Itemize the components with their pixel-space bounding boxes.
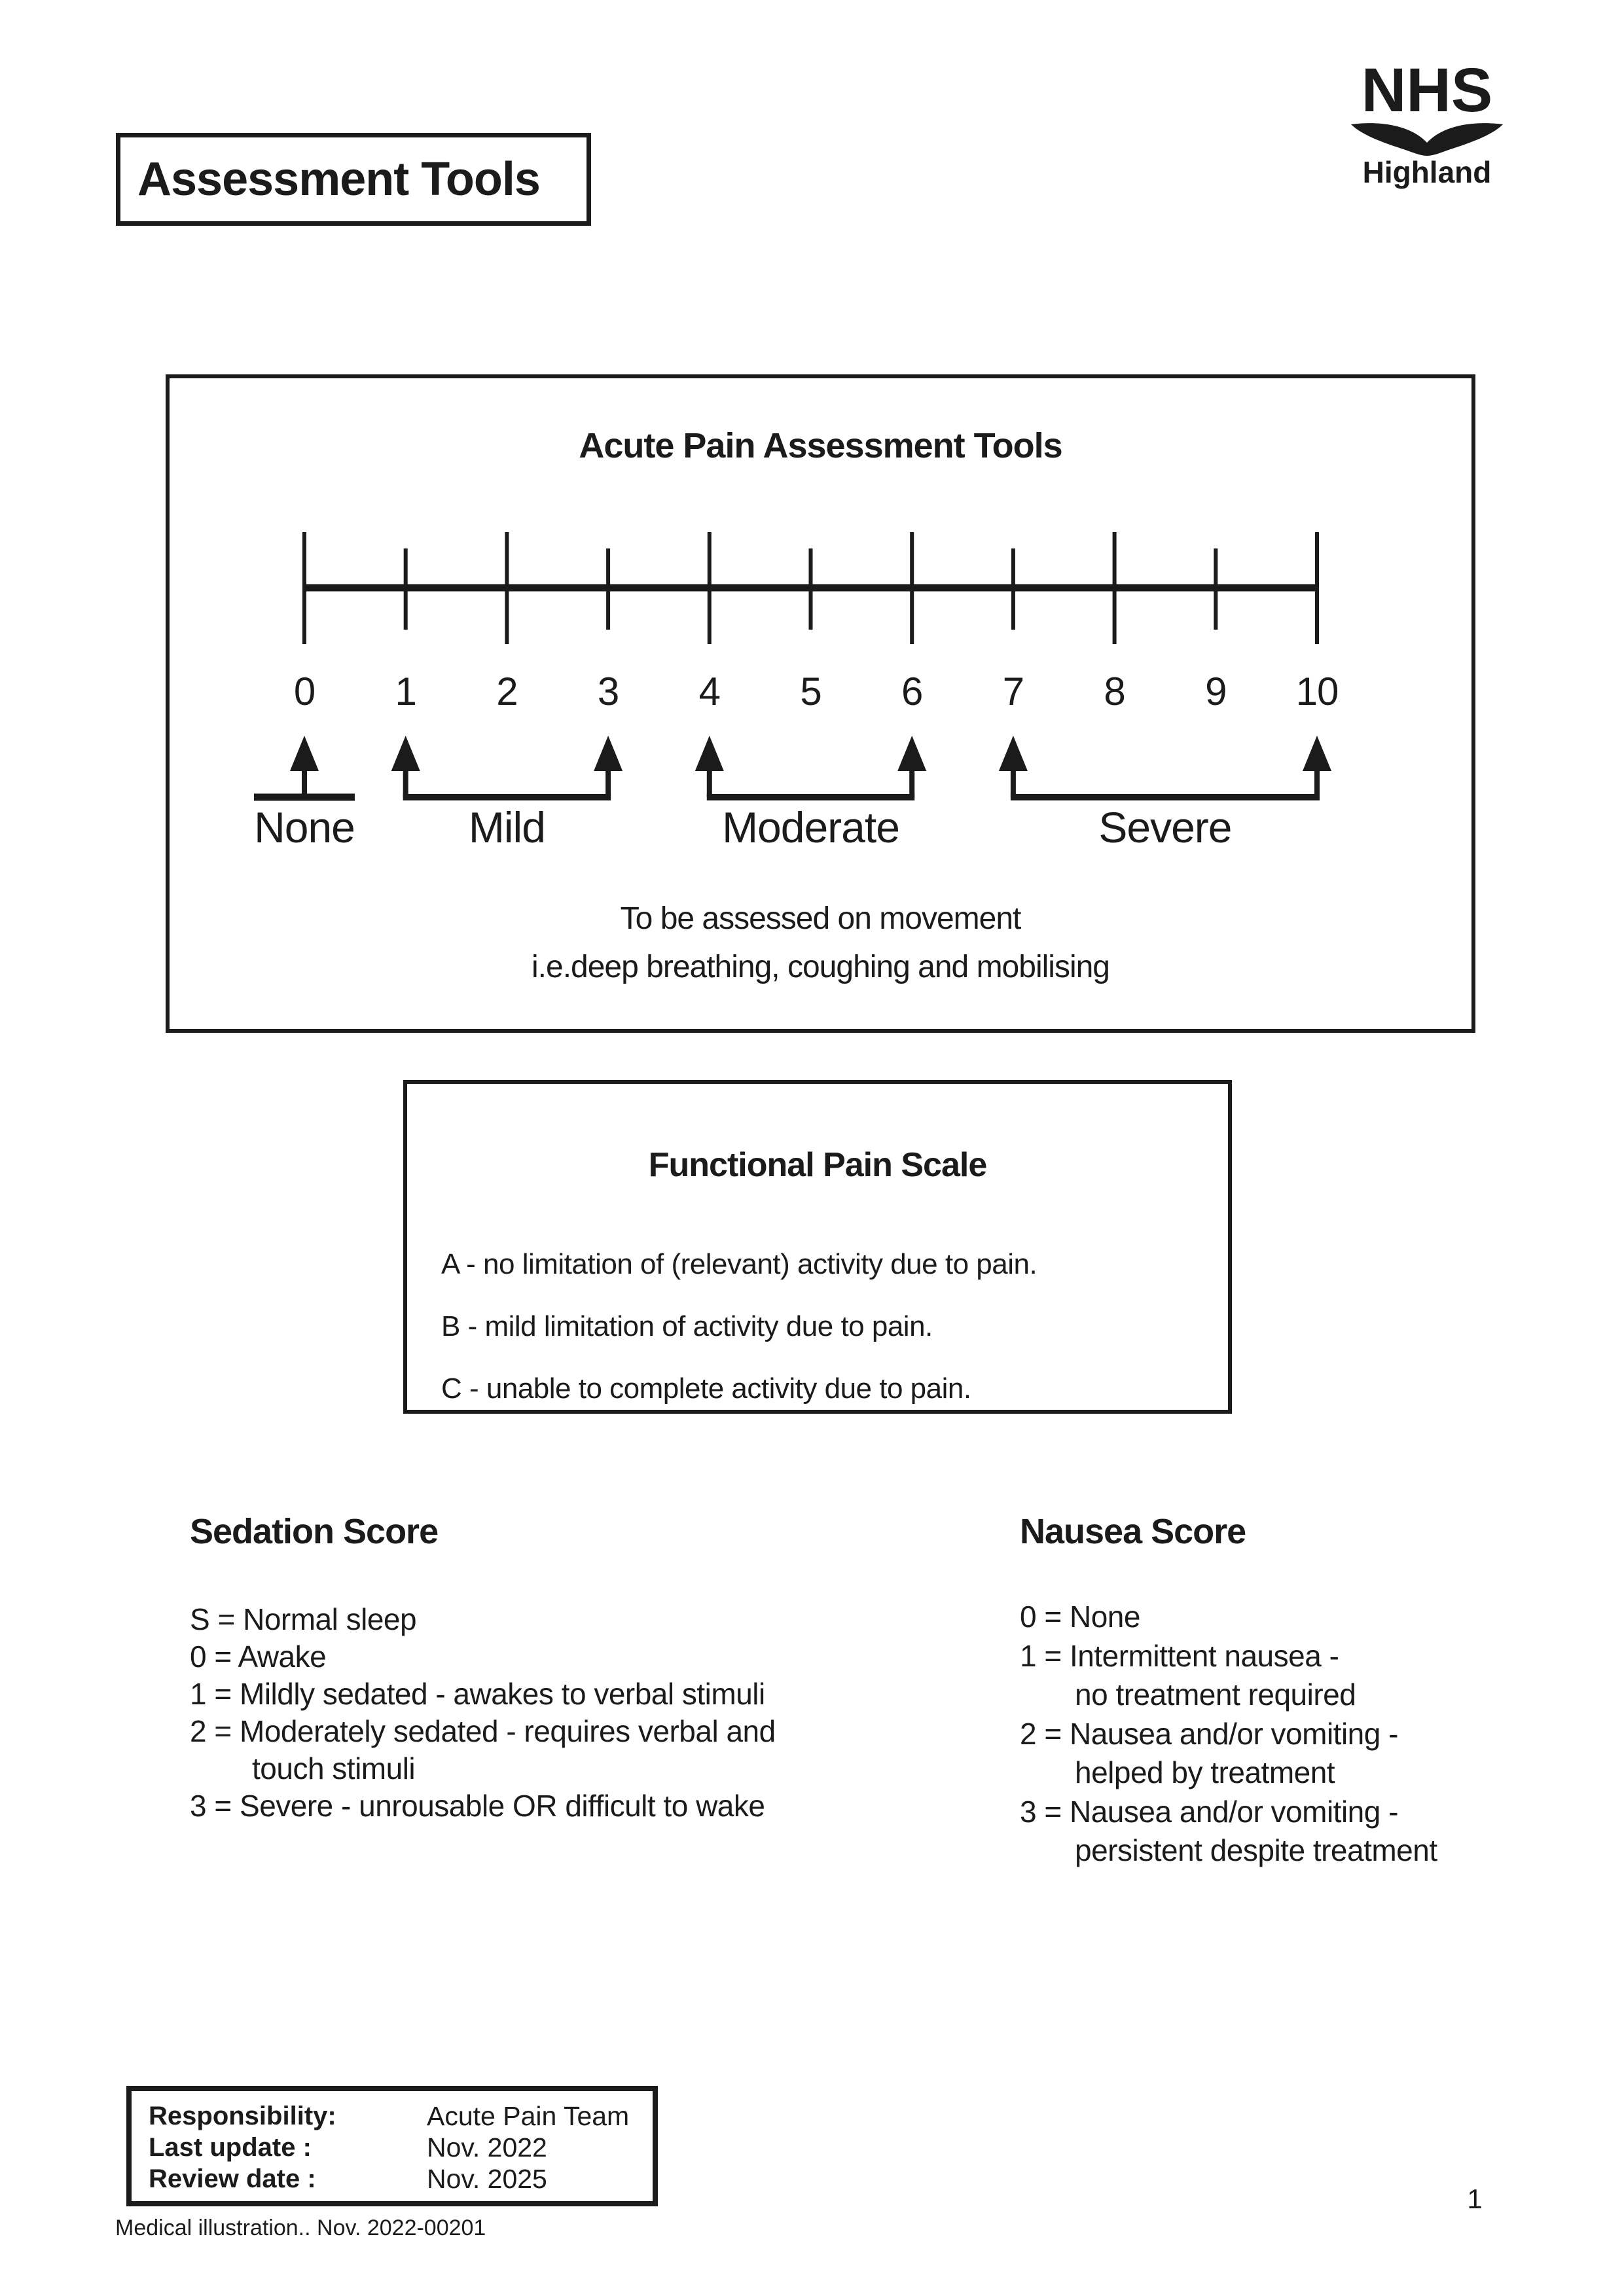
note-line-1: To be assessed on movement [620, 901, 1021, 936]
nausea-score-line: persistent despite treatment [1075, 1833, 1437, 1867]
arrow-up-icon [695, 736, 724, 771]
acute-pain-assessment-box [166, 374, 1475, 1033]
note-line-2: i.e.deep breathing, coughing and mobilising [532, 950, 1110, 984]
functional-pain-scale-items [441, 1233, 1037, 1420]
sedation-score-line: 3 = Severe - unrousable OR difficult to wake [190, 1789, 765, 1823]
functional-pain-scale-title: Functional Pain Scale [648, 1146, 987, 1184]
table-row-label: Review date : [149, 2164, 316, 2193]
table-row [149, 2100, 653, 2132]
scale-range-none [254, 736, 355, 852]
medical-illustration-reference: Medical illustration.. Nov. 2022-00201 [115, 2215, 486, 2240]
tick-label: 4 [698, 670, 720, 713]
range-label: Mild [468, 803, 545, 852]
table-row [149, 2163, 653, 2195]
arrow-up-icon [391, 736, 420, 771]
nausea-score-line: 0 = None [1020, 1600, 1140, 1634]
tick-label: 2 [496, 670, 518, 713]
page-number: 1 [1467, 2183, 1483, 2214]
nhs-swoosh-icon [1348, 122, 1506, 156]
sedation-score-line: touch stimuli [252, 1751, 416, 1785]
tick-label: 7 [1002, 670, 1024, 713]
nhs-region-text: Highland [1362, 155, 1492, 189]
tick-label: 9 [1205, 670, 1227, 713]
tick-label: 8 [1104, 670, 1125, 713]
table-row [149, 2132, 653, 2163]
assessment-note [170, 895, 1471, 992]
acute-pain-title: Acute Pain Assessment Tools [579, 426, 1062, 465]
table-row-value: Nov. 2025 [427, 2164, 547, 2194]
nausea-score-line: no treatment required [1075, 1677, 1356, 1712]
functional-pain-scale-box [403, 1080, 1232, 1414]
tick-label: 1 [395, 670, 416, 713]
arrow-up-icon [594, 736, 623, 771]
tick-label: 0 [293, 670, 316, 713]
functional-scale-item: A - no limitation of (relevant) activity due to pain. [441, 1248, 1038, 1280]
tick-label: 5 [800, 670, 821, 713]
header-title-box [116, 133, 591, 226]
responsibility-table [126, 2086, 658, 2206]
table-row-label: Last update : [149, 2133, 312, 2162]
nausea-score-line: 1 = Intermittent nausea - [1020, 1638, 1339, 1673]
table-row-value: Nov. 2022 [427, 2132, 547, 2162]
functional-scale-item: C - unable to complete activity due to pain. [441, 1372, 971, 1405]
scale-range-moderate [695, 736, 926, 852]
arrow-up-icon [999, 736, 1028, 771]
sedation-score-section [190, 1512, 975, 1823]
page-title: Assessment Tools [137, 153, 540, 206]
scale-range-mild [391, 736, 623, 852]
nhs-logo-text: NHS [1361, 56, 1493, 125]
nausea-score-section [1020, 1512, 1609, 1867]
arrow-up-icon [290, 736, 319, 771]
sedation-score-line: S = Normal sleep [190, 1602, 417, 1636]
arrow-up-icon [1303, 736, 1331, 771]
sedation-score-title: Sedation Score [190, 1512, 439, 1551]
scale-range-severe [999, 736, 1331, 852]
table-row-value: Acute Pain Team [427, 2101, 630, 2131]
range-label: Severe [1098, 803, 1232, 852]
range-label: None [254, 803, 355, 852]
range-label: Moderate [722, 803, 899, 852]
nausea-score-items [1020, 1598, 1437, 1871]
sedation-score-line: 2 = Moderately sedated - requires verbal and [190, 1714, 776, 1748]
sedation-score-line: 1 = Mildly sedated - awakes to verbal stimuli [190, 1677, 765, 1711]
nausea-score-title: Nausea Score [1020, 1512, 1246, 1551]
sedation-score-items [190, 1601, 776, 1825]
functional-scale-item: B - mild limitation of activity due to pain. [441, 1310, 933, 1342]
nausea-score-line: helped by treatment [1075, 1755, 1335, 1789]
sedation-score-line: 0 = Awake [190, 1640, 327, 1674]
arrow-up-icon [897, 736, 926, 771]
nausea-score-line: 2 = Nausea and/or vomiting - [1020, 1716, 1398, 1751]
tick-label: 3 [597, 670, 619, 713]
table-row-label: Responsibility: [149, 2102, 336, 2130]
tick-label: 6 [901, 670, 923, 713]
nhs-highland-logo [1339, 56, 1515, 189]
tick-label: 10 [1295, 670, 1339, 713]
nausea-score-line: 3 = Nausea and/or vomiting - [1020, 1794, 1398, 1829]
